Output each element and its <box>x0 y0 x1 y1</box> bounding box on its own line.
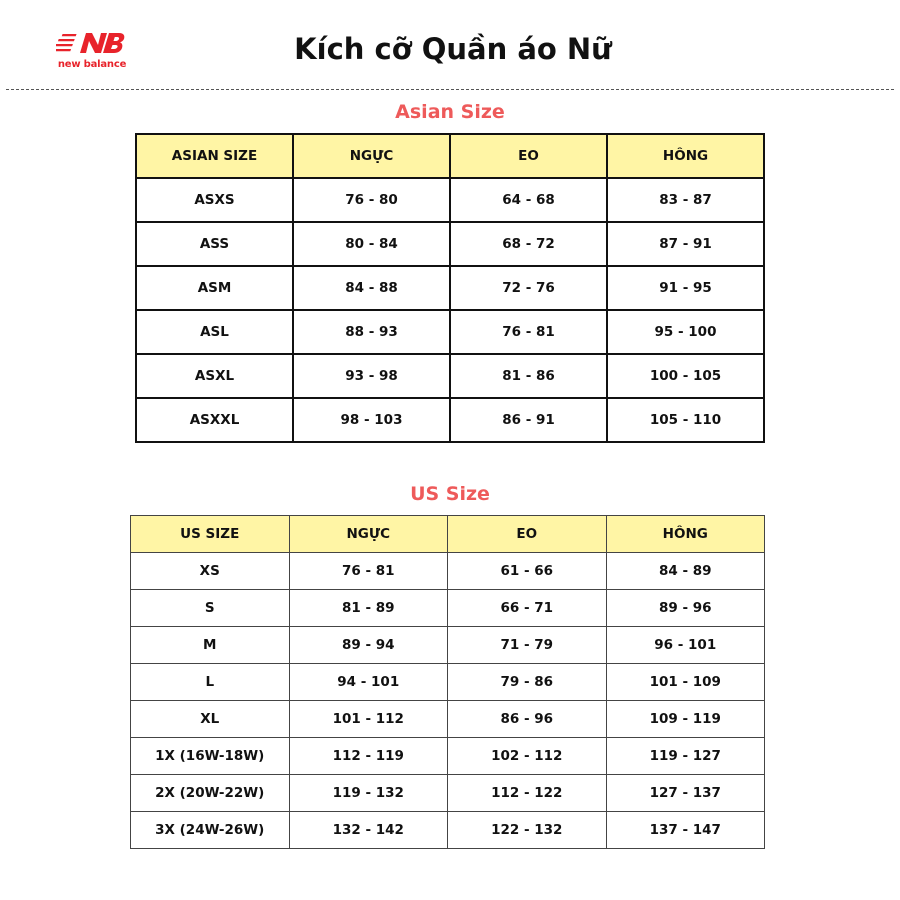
table-cell: 100 - 105 <box>607 354 764 398</box>
table-cell: ASS <box>136 222 293 266</box>
table-cell: ASL <box>136 310 293 354</box>
table-cell: 89 - 94 <box>289 627 448 664</box>
table-cell: 64 - 68 <box>450 178 607 222</box>
table-cell: 80 - 84 <box>293 222 450 266</box>
asian-size-title: Asian Size <box>395 101 505 123</box>
us-size-table <box>130 515 765 849</box>
table-cell: 84 - 88 <box>293 266 450 310</box>
table-row <box>131 701 765 738</box>
table-cell: 109 - 119 <box>606 701 765 738</box>
table-cell: ASXL <box>136 354 293 398</box>
table-row <box>131 590 765 627</box>
table-header-row <box>136 134 764 178</box>
dashed-divider <box>6 89 894 90</box>
table-row <box>136 222 764 266</box>
table-cell: S <box>131 590 290 627</box>
table-cell: ASM <box>136 266 293 310</box>
table-cell: 72 - 76 <box>450 266 607 310</box>
table-cell: 102 - 112 <box>448 738 607 775</box>
table-cell: 76 - 81 <box>450 310 607 354</box>
table-header-row <box>131 516 765 553</box>
logo-wordmark: new balance <box>57 59 127 70</box>
table-cell: 96 - 101 <box>606 627 765 664</box>
header-cell: NGỰC <box>293 134 450 178</box>
table-cell: 101 - 112 <box>289 701 448 738</box>
table-cell: 105 - 110 <box>607 398 764 442</box>
table-cell: 61 - 66 <box>448 553 607 590</box>
table-row <box>136 310 764 354</box>
table-cell: 86 - 96 <box>448 701 607 738</box>
table-cell: 112 - 122 <box>448 775 607 812</box>
table-cell: 66 - 71 <box>448 590 607 627</box>
table-row <box>136 178 764 222</box>
table-cell: 68 - 72 <box>450 222 607 266</box>
table-cell: 95 - 100 <box>607 310 764 354</box>
table-cell: 71 - 79 <box>448 627 607 664</box>
table-cell: 79 - 86 <box>448 664 607 701</box>
table-cell: 119 - 132 <box>289 775 448 812</box>
table-cell: 101 - 109 <box>606 664 765 701</box>
header-cell: EO <box>450 134 607 178</box>
table-cell: 84 - 89 <box>606 553 765 590</box>
table-cell: 2X (20W-22W) <box>131 775 290 812</box>
table-cell: 91 - 95 <box>607 266 764 310</box>
page-title: Kích cỡ Quần áo Nữ <box>294 32 612 66</box>
table-row <box>131 553 765 590</box>
table-cell: 76 - 81 <box>289 553 448 590</box>
table-cell: 137 - 147 <box>606 812 765 849</box>
table-cell: 112 - 119 <box>289 738 448 775</box>
header-cell: ASIAN SIZE <box>136 134 293 178</box>
asian-size-table <box>135 133 765 443</box>
table-cell: 83 - 87 <box>607 178 764 222</box>
table-row <box>131 627 765 664</box>
table-cell: L <box>131 664 290 701</box>
table-cell: 119 - 127 <box>606 738 765 775</box>
table-row <box>136 266 764 310</box>
table-cell: 98 - 103 <box>293 398 450 442</box>
table-cell: 76 - 80 <box>293 178 450 222</box>
table-cell: ASXS <box>136 178 293 222</box>
header-cell: HÔNG <box>606 516 765 553</box>
table-row <box>131 812 765 849</box>
table-row <box>131 738 765 775</box>
table-row <box>131 664 765 701</box>
table-cell: 89 - 96 <box>606 590 765 627</box>
table-row <box>136 354 764 398</box>
table-cell: 81 - 86 <box>450 354 607 398</box>
table-cell: 122 - 132 <box>448 812 607 849</box>
table-cell: 86 - 91 <box>450 398 607 442</box>
table-cell: 87 - 91 <box>607 222 764 266</box>
table-cell: 81 - 89 <box>289 590 448 627</box>
table-cell: M <box>131 627 290 664</box>
header-cell: HÔNG <box>607 134 764 178</box>
table-cell: 88 - 93 <box>293 310 450 354</box>
header-cell: EO <box>448 516 607 553</box>
table-cell: 3X (24W-26W) <box>131 812 290 849</box>
table-cell: 1X (16W-18W) <box>131 738 290 775</box>
us-size-title: US Size <box>410 483 490 505</box>
header-cell: NGỰC <box>289 516 448 553</box>
table-cell: 94 - 101 <box>289 664 448 701</box>
table-cell: 93 - 98 <box>293 354 450 398</box>
table-cell: XL <box>131 701 290 738</box>
table-row <box>136 398 764 442</box>
table-cell: XS <box>131 553 290 590</box>
table-cell: ASXXL <box>136 398 293 442</box>
table-cell: 127 - 137 <box>606 775 765 812</box>
header-cell: US SIZE <box>131 516 290 553</box>
table-row <box>131 775 765 812</box>
table-cell: 132 - 142 <box>289 812 448 849</box>
